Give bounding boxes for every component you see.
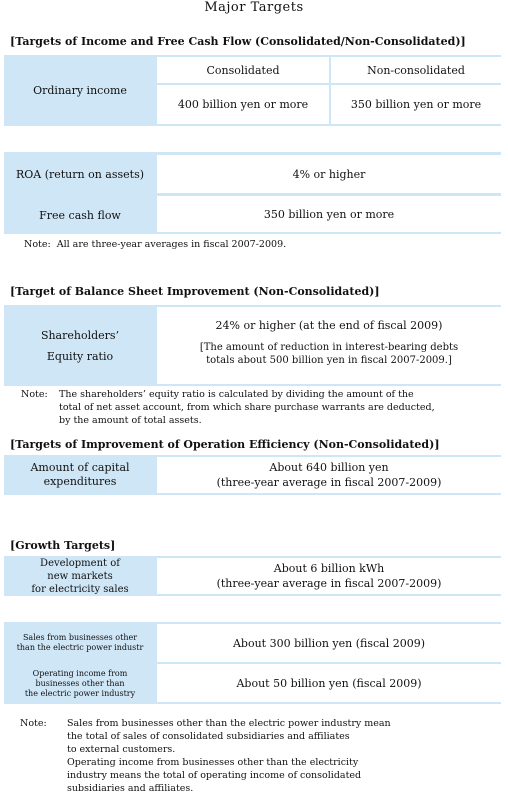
growth-note-line2: the total of sales of consolidated subsidiaries and affiliates [67, 731, 350, 742]
operating-income-value: About 50 billion yen (fiscal 2009) [157, 664, 501, 702]
section-balance-header: [Target of Balance Sheet Improvement (Non-Consolidated)] [10, 285, 380, 298]
growth-note [67, 717, 503, 795]
sales-label [4, 624, 156, 662]
capex-label [4, 455, 156, 495]
growth-note-line3: to external customers. [67, 744, 176, 755]
operating-income-label-line1: Operating income from [32, 669, 128, 678]
equity-note-line2: total of net asset account, from which share purchase warrants are deducted, [59, 402, 435, 413]
section-income-header: [Targets of Income and Free Cash Flow (Consolidated/Non-Consolidated)] [10, 35, 466, 48]
equity-note-line3: by the amount of total assets. [59, 415, 202, 426]
equity-value: 24% or higher (at the end of fiscal 2009) [215, 319, 443, 332]
equity-note [59, 388, 504, 427]
debt-reduction-line2: totals about 500 billion yen in fiscal 2007-2009.] [206, 355, 452, 366]
markets-value-line1: About 6 billion kWh [273, 562, 385, 575]
ordinary-income-label: Ordinary income [33, 84, 127, 97]
col-nonconsolidated-header: Non-consolidated [331, 57, 501, 83]
markets-label-line3: for electricity sales [31, 583, 129, 595]
nonconsolidated-value: 350 billion yen or more [331, 85, 501, 124]
equity-value-cell [157, 307, 501, 384]
capex-value-line1: About 640 billion yen [269, 461, 389, 474]
roa-value: 4% or higher [157, 155, 501, 193]
growth-note-line4: Operating income from businesses other than the electricity [67, 757, 359, 768]
equity-label-line2: Equity ratio [46, 349, 114, 363]
sales-label-line1: Sales from businesses other [22, 633, 138, 642]
capex-label-line1: Amount of capital [30, 461, 130, 474]
fcf-value: 350 billion yen or more [157, 196, 501, 232]
page-title: Major Targets [204, 0, 304, 15]
roa-label: ROA (return on assets) [15, 167, 145, 181]
markets-value [157, 558, 501, 594]
col-consolidated-header: Consolidated [157, 57, 329, 83]
sales-label-line2: than the electric power industr [16, 643, 144, 652]
equity-label-line1: Shareholders’ [40, 328, 120, 342]
markets-value-line2: (three-year average in fiscal 2007-2009) [216, 577, 442, 590]
debt-reduction-line1: [The amount of reduction in interest-bearing debts [199, 342, 459, 353]
growth-note-label: Note: [20, 718, 47, 729]
income-note: Note: All are three-year averages in fiscal 2007-2009. [24, 239, 287, 250]
operating-income-label-line3: the electric power industry [24, 689, 136, 698]
growth-note-line5: industry means the total of operating income of consolidated [67, 770, 362, 781]
capex-label-line2: expenditures [43, 475, 117, 488]
operating-income-label-line2: businesses other than [35, 679, 125, 688]
sales-value: About 300 billion yen (fiscal 2009) [157, 624, 501, 662]
equity-note-line1: The shareholders’ equity ratio is calculated by dividing the amount of the [59, 389, 414, 400]
markets-label-line1: Development of [40, 557, 120, 569]
equity-label [4, 305, 156, 386]
markets-label [4, 555, 156, 597]
fcf-label: Free cash flow [39, 208, 121, 222]
growth-note-line6: subsidiaries and affiliates. [67, 783, 194, 794]
section-growth-header: [Growth Targets] [10, 539, 116, 552]
markets-label-line2: new markets [47, 570, 113, 582]
operating-income-label [4, 664, 156, 704]
equity-note-label: Note: [21, 389, 48, 400]
section-efficiency-header: [Targets of Improvement of Operation Efficiency (Non-Consolidated)] [10, 438, 440, 451]
consolidated-value: 400 billion yen or more [157, 85, 329, 124]
growth-note-line1: Sales from businesses other than the electric power industry mean [67, 718, 391, 729]
capex-value-line2: (three-year average in fiscal 2007-2009) [216, 476, 442, 489]
capex-value [157, 457, 501, 493]
